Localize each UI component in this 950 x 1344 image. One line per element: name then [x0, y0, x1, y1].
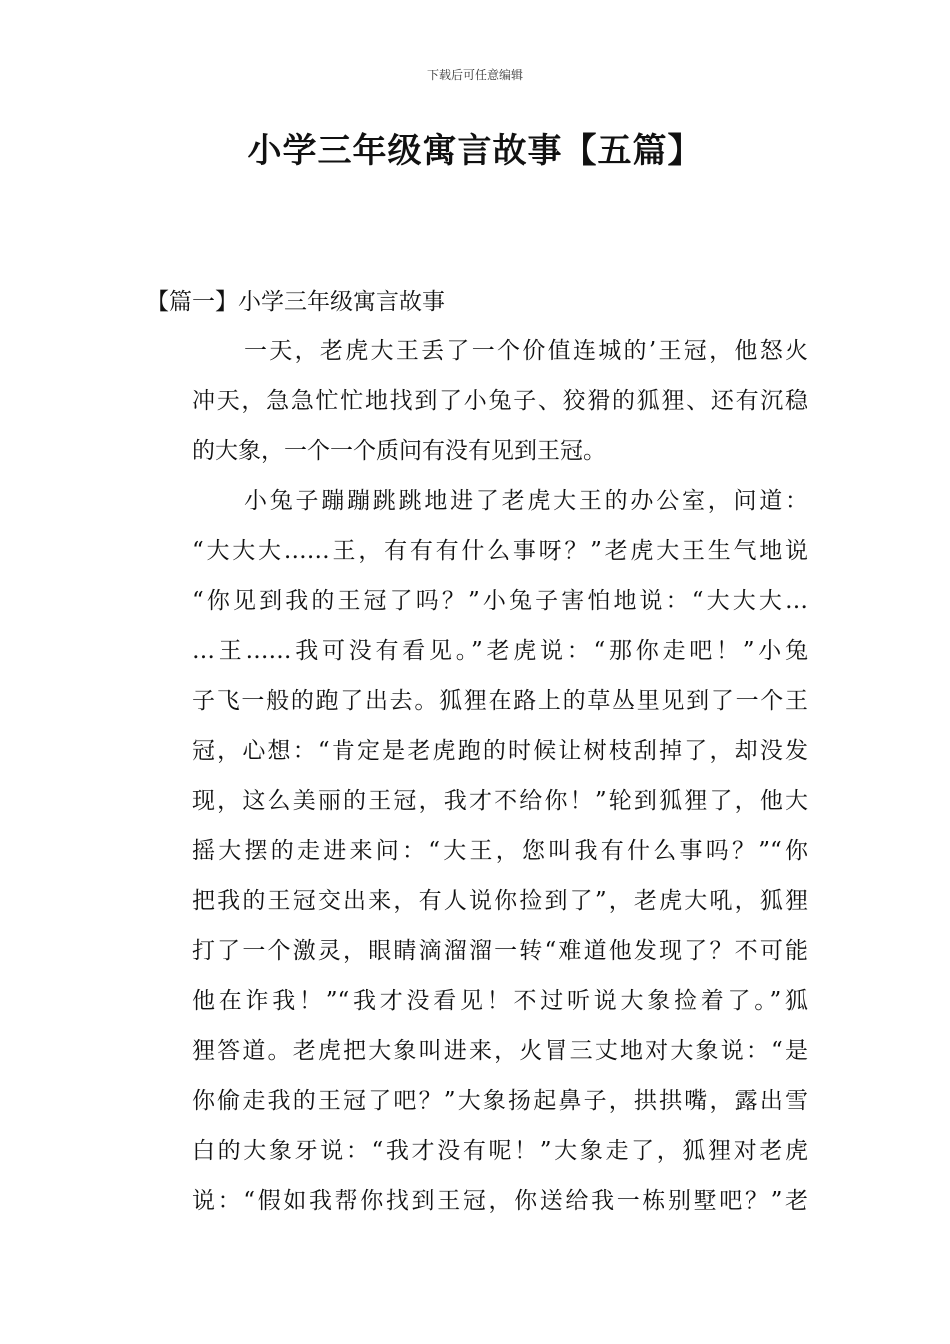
text-line: …王……我可没有看见。”老虎说：“那你走吧！”小兔: [192, 638, 808, 664]
text-line: “大大大……王，有有有什么事呀？”老虎大王生气地说: [192, 538, 808, 564]
text-line: 一天，老虎大王丢了一个价值连城的’王冠，他怒火: [244, 338, 808, 364]
text-line: 把我的王冠交出来，有人说你捡到了”，老虎大吼，狐狸: [192, 888, 808, 914]
text-line: 子飞一般的跑了出去。狐狸在路上的草丛里见到了一个王: [192, 688, 808, 714]
text-line: 狸答道。老虎把大象叫进来，火冒三丈地对大象说：“是: [192, 1038, 808, 1064]
text-line: “你见到我的王冠了吗？”小兔子害怕地说：“大大大…: [192, 588, 808, 614]
paragraph-1: [146, 326, 808, 476]
page-title: 小学三年级寓言故事【五篇】: [247, 131, 703, 171]
text-line: 打了一个激灵，眼睛滴溜溜一转“难道他发现了？不可能: [192, 938, 808, 964]
header-note: 下载后可任意编辑: [426, 68, 523, 82]
text-line: 的大象，一个一个质问有没有见到王冠。: [192, 438, 606, 464]
text-line: 说：“假如我帮你找到王冠，你送给我一栋别墅吧？”老: [192, 1188, 808, 1214]
text-line: 白的大象牙说：“我才没有呢！”大象走了，狐狸对老虎: [192, 1138, 808, 1164]
text-line: 冲天，急急忙忙地找到了小兔子、狡猾的狐狸、还有沉稳: [192, 388, 808, 414]
text-line: 冠，心想：“肯定是老虎跑的时候让树枝刮掉了，却没发: [192, 738, 808, 764]
paragraph-2: [146, 476, 808, 1226]
section-heading: 【篇一】小学三年级寓言故事: [146, 289, 445, 315]
text-line: 现，这么美丽的王冠，我才不给你！”轮到狐狸了，他大: [192, 788, 808, 814]
text-line: 他在诈我！”“我才没看见！不过听说大象捡着了。”狐: [192, 988, 808, 1014]
document-body: [146, 278, 808, 1226]
text-line: 摇大摆的走进来问：“大王，您叫我有什么事吗？”“你: [192, 838, 808, 864]
text-line: 小兔子蹦蹦跳跳地进了老虎大王的办公室，问道：: [244, 488, 808, 514]
text-line: 你偷走我的王冠了吧？”大象扬起鼻子，拱拱嘴，露出雪: [192, 1088, 808, 1114]
